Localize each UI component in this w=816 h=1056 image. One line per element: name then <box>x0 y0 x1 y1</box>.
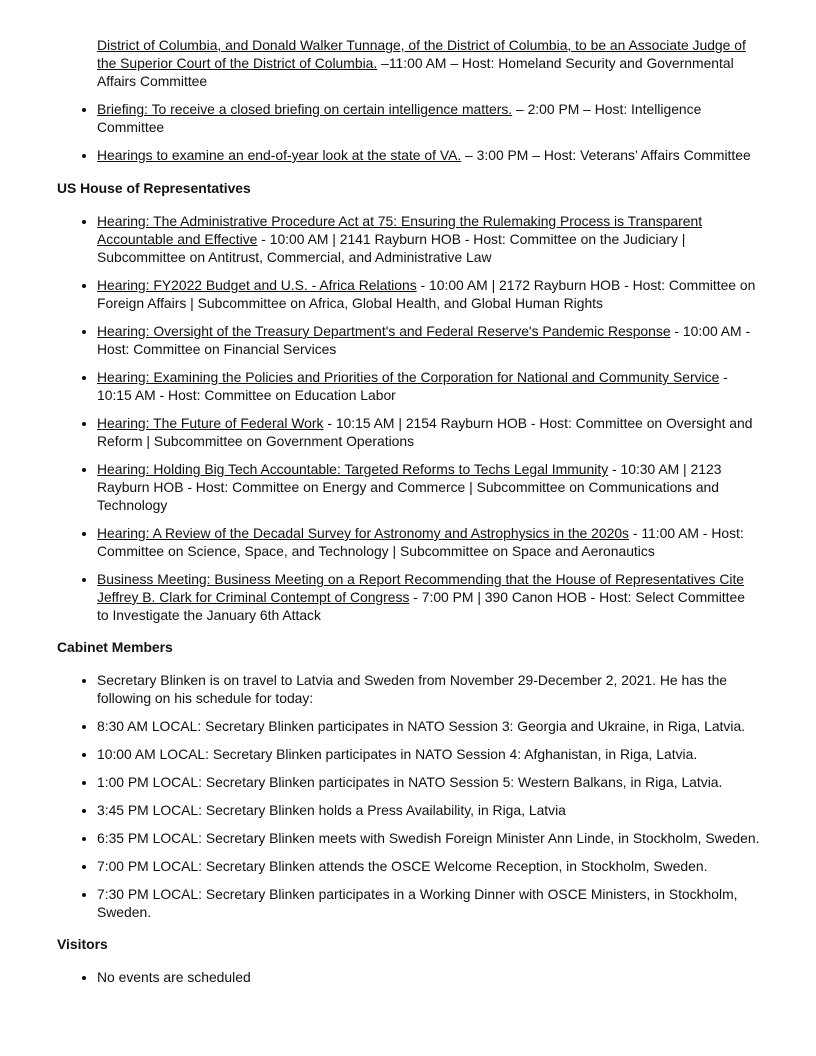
event-link[interactable]: Hearing: The Future of Federal Work <box>97 415 324 431</box>
list-item: • 6:35 PM LOCAL: Secretary Blinken meets with Swedish Foreign Minister Ann Linde, in Stockholm, Sweden. <box>97 829 760 847</box>
event-details: - 10:00 AM | 2172 Rayburn HOB - Host: Committee on Foreign Affairs | Subcommittee on Africa, Global Health, and Global Human Rights <box>97 277 756 311</box>
event-details: – 3:00 PM – Host: Veterans’ Affairs Committee <box>461 147 751 163</box>
event-link[interactable]: District of Columbia, and Donald Walker Tunnage, of the District of Columbia, to be an Associate Judge of the Superior Court of the District of Columbia. <box>97 37 746 71</box>
event-details: – 2:00 PM – Host: Intelligence Committee <box>97 101 702 135</box>
event-details: - 10:15 AM - Host: Committee on Education Labor <box>97 369 728 403</box>
event-link[interactable]: Business Meeting: Business Meeting on a Report Recommending that the House of Representatives Cite Jeffrey B. Clark for Criminal Contempt of Congress <box>97 571 745 605</box>
senate-events-list <box>57 100 760 164</box>
list-item: • No events are scheduled <box>97 968 760 986</box>
event-details: - 7:00 PM | 390 Canon HOB - Host: Select Committee to Investigate the January 6th Attack <box>97 589 745 623</box>
list-item: • 10:00 AM LOCAL: Secretary Blinken participates in NATO Session 4: Afghanistan, in Riga, Latvia. <box>97 745 760 763</box>
list-item <box>97 100 760 136</box>
event-details: - 11:00 AM - Host: Committee on Science, Space, and Technology | Subcommittee on Space and Aeronautics <box>97 525 744 559</box>
event-link[interactable]: Hearings to examine an end-of-year look at the state of VA. <box>97 147 462 163</box>
event-details: –11:00 AM – Host: Homeland Security and Governmental Affairs Committee <box>97 55 734 89</box>
list-item: • 3:45 PM LOCAL: Secretary Blinken holds a Press Availability, in Riga, Latvia <box>97 801 760 819</box>
list-item <box>97 524 760 560</box>
event-details: - 10:00 AM | 2141 Rayburn HOB - Host: Committee on the Judiciary | Subcommittee on Antitrust, Commercial, and Administrative Law <box>97 231 686 265</box>
list-item <box>97 146 760 164</box>
list-item: • 7:30 PM LOCAL: Secretary Blinken participates in a Working Dinner with OSCE Ministers, in Stockholm, Sweden. <box>97 885 760 921</box>
list-item <box>97 570 760 624</box>
visitors-heading: Visitors <box>57 936 108 952</box>
event-link[interactable]: Briefing: To receive a closed briefing on certain intelligence matters. <box>97 101 513 117</box>
list-item: • 1:00 PM LOCAL: Secretary Blinken participates in NATO Session 5: Western Balkans, in Riga, Latvia. <box>97 773 760 791</box>
list-item <box>97 460 760 514</box>
list-item: • 8:30 AM LOCAL: Secretary Blinken participates in NATO Session 3: Georgia and Ukraine, in Riga, Latvia. <box>97 717 760 735</box>
list-item <box>97 212 760 266</box>
senate-continued-item <box>97 36 760 90</box>
list-item <box>97 276 760 312</box>
house-events-list <box>57 212 760 624</box>
event-link[interactable]: Hearing: The Administrative Procedure Act at 75: Ensuring the Rulemaking Process is Transparent Accountable and Effective <box>97 213 703 247</box>
event-link[interactable]: Hearing: Examining the Policies and Priorities of the Corporation for National and Community Service <box>97 369 720 385</box>
cabinet-heading: Cabinet Members <box>57 639 173 655</box>
event-details: - 10:00 AM - Host: Committee on Financial Services <box>97 323 751 357</box>
list-item <box>97 368 760 404</box>
event-details: - 10:30 AM | 2123 Rayburn HOB - Host: Committee on Energy and Commerce | Subcommittee on Communications and Technology <box>97 461 722 513</box>
list-item <box>97 414 760 450</box>
event-link[interactable]: Hearing: FY2022 Budget and U.S. - Africa Relations <box>97 277 417 293</box>
event-details: - 10:15 AM | 2154 Rayburn HOB - Host: Committee on Oversight and Reform | Subcommittee on Government Operations <box>97 415 753 449</box>
list-item <box>97 322 760 358</box>
list-item: • 7:00 PM LOCAL: Secretary Blinken attends the OSCE Welcome Reception, in Stockholm, Sweden. <box>97 857 760 875</box>
list-item: • Secretary Blinken is on travel to Latvia and Sweden from November 29-December 2, 2021. He has the following on his schedule for today: <box>97 671 760 707</box>
event-link[interactable]: Hearing: A Review of the Decadal Survey for Astronomy and Astrophysics in the 2020s <box>97 525 629 541</box>
cabinet-events-list <box>57 671 760 921</box>
event-link[interactable]: Hearing: Oversight of the Treasury Department's and Federal Reserve's Pandemic Response <box>97 323 671 339</box>
event-link[interactable]: Hearing: Holding Big Tech Accountable: Targeted Reforms to Techs Legal Immunity <box>97 461 609 477</box>
house-heading: US House of Representatives <box>57 180 251 196</box>
visitors-events-list <box>57 968 760 986</box>
